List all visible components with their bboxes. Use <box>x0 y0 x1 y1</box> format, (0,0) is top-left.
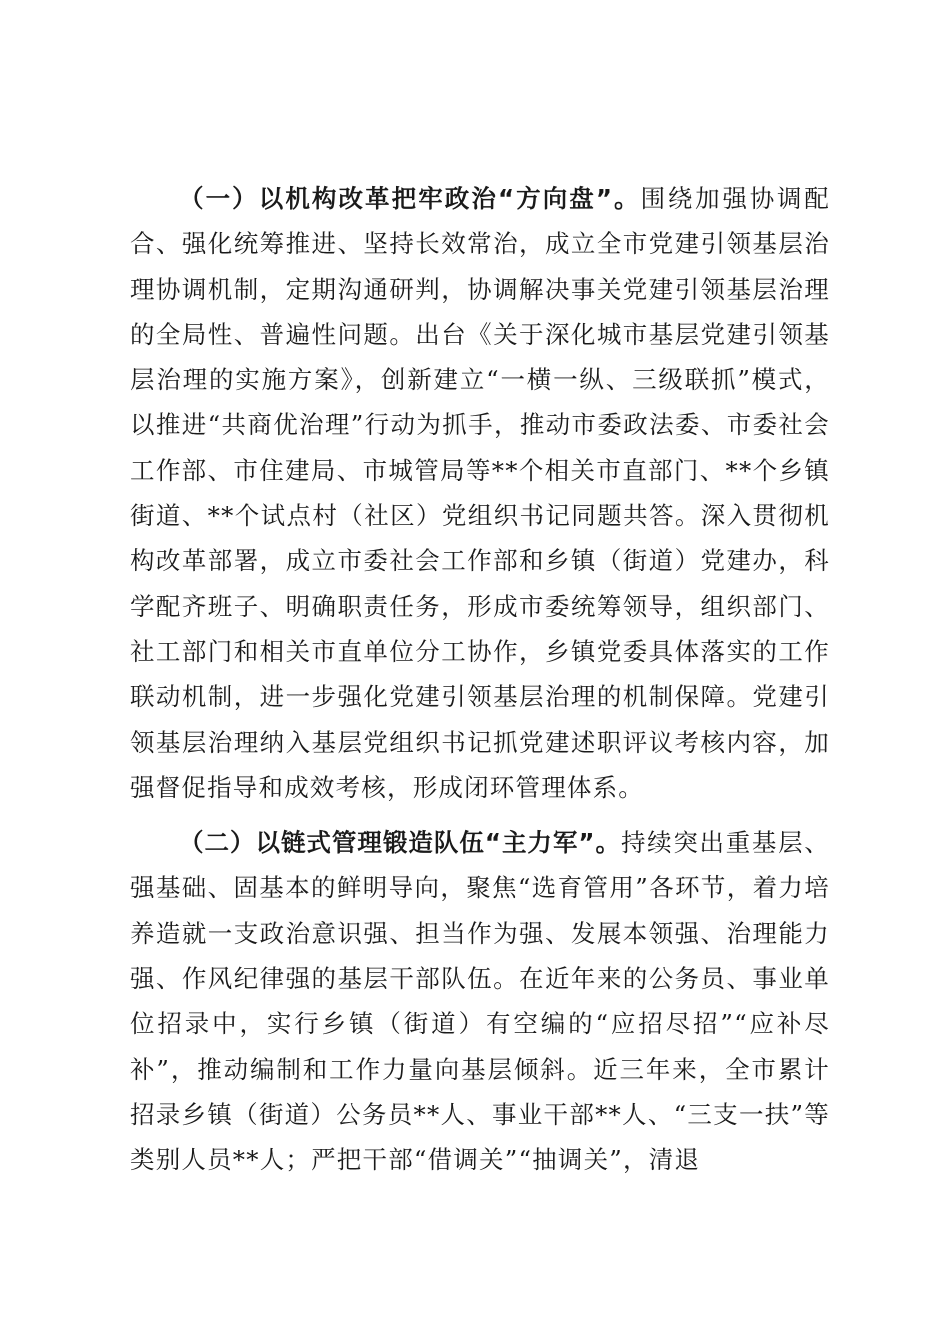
section-2-paragraph <box>130 820 830 1182</box>
section-2-body: 持续突出重基层、强基础、固基本的鲜明导向，聚焦“选育管用”各环节，着力培养造就一支政治意识强、担当作为强、发展本领强、治理能力强、作风纪律强的基层干部队伍。在近年来的公务员、事业单位招录中，实行乡镇（街道）有空编的“应招尽招”“应补尽补”，推动编制和工作力量向基层倾斜。近三年来，全市累计招录乡镇（街道）公务员**人、事业干部**人、“三支一扶”等类别人员**人；严把干部“借调关”“抽调关”，清退 <box>130 828 830 1175</box>
section-1-heading: （一）以机构改革把牢政治“方向盘”。 <box>179 184 641 213</box>
section-2-heading: （二）以链式管理锻造队伍“主力军”。 <box>179 828 621 858</box>
section-1-body: 围绕加强协调配合、强化统筹推进、坚持长效常治，成立全市党建引领基层治理协调机制，定期沟通研判，协调解决事关党建引领基层治理的全局性、普遍性问题。出台《关于深化城市基层党建引领基层治理的实施方案》，创新建立“一横一纵、三级联抓”模式，以推进“共商优治理”行动为抓手，推动市委政法委、市委社会工作部、市住建局、市城管局等**个相关市直部门、**个乡镇街道、**个试点村（社区）党组织书记同题共答。深入贯彻机构改革部署，成立市委社会工作部和乡镇（街道）党建办，科学配齐班子、明确职责任务，形成市委统筹领导，组织部门、社工部门和相关市直单位分工协作，乡镇党委具体落实的工作联动机制，进一步强化党建引领基层治理的机制保障。党建引领基层治理纳入基层党组织书记抓党建述职评议考核内容，加强督促指导和成效考核，形成闭环管理体系。 <box>130 184 830 802</box>
document-body <box>130 176 830 1193</box>
section-1-paragraph <box>130 176 830 810</box>
